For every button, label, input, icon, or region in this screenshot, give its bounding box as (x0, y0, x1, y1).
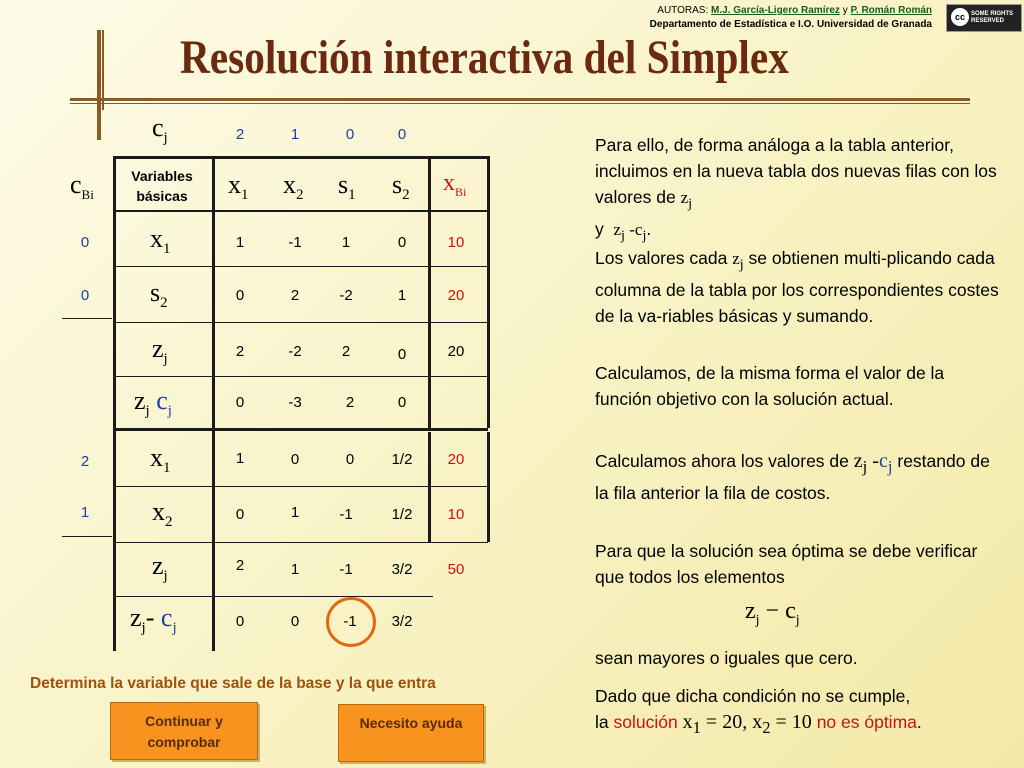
zj-cj-value: 0 (397, 394, 407, 411)
continue-button[interactable]: Continuar y comprobar (110, 702, 258, 760)
row-separator (115, 486, 488, 487)
table-right-border (487, 156, 490, 428)
row-separator (115, 322, 488, 323)
row-separator (115, 596, 433, 597)
table-cell: 0 (235, 506, 245, 523)
basic-var-s2: $s_2$ (150, 278, 168, 312)
explanation-paragraph-3: Calculamos, de la misma forma el valor de la función objetivo con la solución actual. (595, 363, 945, 409)
row-separator (115, 266, 488, 267)
explanation-paragraph-6: sean mayores o iguales que cero. (595, 648, 858, 668)
zj-cj-value-negative[interactable]: -1 (343, 613, 357, 630)
table-cell: 2 (290, 287, 300, 304)
basic-var-x1: $x_1$ (150, 443, 171, 477)
title-deco-vertical (97, 30, 101, 140)
explanation-paragraph-2: Los valores cada $z_j$ se obtienen multi-plicando cada columna de la tabla por los correspondientes costes de la va-riables básicas y sumando. (595, 248, 999, 327)
zj-row-label: $z_j$ (152, 334, 168, 368)
table-cell: 1/2 (391, 506, 413, 523)
authors-credit (650, 4, 932, 32)
zj-value: 2 (235, 343, 245, 360)
zj-cj-value: 0 (235, 613, 245, 630)
cj-value: 0 (345, 126, 355, 143)
zj-value: 0 (397, 346, 407, 363)
col-header-s1: $s_1$ (338, 170, 356, 204)
cj-label: $c_j$ (152, 113, 168, 147)
zj-cj-value: 0 (290, 613, 300, 630)
table-cell: 0 (345, 451, 355, 468)
cb-header: $c_{Bi}$ (70, 170, 94, 203)
row-separator (115, 376, 488, 377)
varcol-right-border (212, 156, 215, 651)
table-cell: 1 (341, 234, 351, 251)
col-header-xb: $x_{Bi}$ (443, 170, 467, 199)
explanation-paragraph-5: Para que la solución sea óptima se debe verificar que todos los elementos (595, 541, 978, 587)
xb-left-border (428, 156, 431, 428)
table-cell: -1 (288, 234, 302, 251)
explanation-paragraph-4: Calculamos ahora los valores de $z_j$ $-c_j$ restando de la fila anterior la fila de costos. (595, 450, 990, 503)
cc-logo-icon: cc (951, 8, 969, 26)
table-top-border (115, 156, 488, 159)
zj-cj-value: -3 (288, 394, 302, 411)
department-label: Departamento de Estadística e I.O. Universidad de Granada (649, 19, 932, 30)
license-text: SOME RIGHTS RESERVED (971, 11, 1014, 24)
block-separator (115, 428, 488, 431)
xb-value: 10 (447, 506, 465, 523)
authors-prefix: AUTORAS: (657, 5, 709, 16)
cj-value: 0 (397, 126, 407, 143)
author-link-1[interactable]: M.J. García-Ligero Ramírez (711, 5, 840, 16)
table-cell: 1/2 (391, 451, 413, 468)
zj-cj-value: 0 (235, 394, 245, 411)
basic-var-x2: $x_2$ (152, 497, 173, 531)
cb-separator (62, 536, 112, 537)
table-cell: 0 (397, 234, 407, 251)
cb-value: 1 (80, 504, 90, 521)
objective-value: 50 (447, 561, 465, 578)
zj-row-label: $z_j$ (152, 551, 168, 585)
table-cell: 1 (235, 234, 245, 251)
explanation-paragraph-1: Para ello, de forma análoga a la tabla anterior, incluimos en la nueva tabla dos nuevas filas con los valores de $z_j$ y $z_j$ $-c_j$. (595, 135, 997, 244)
cb-value: 0 (80, 234, 90, 251)
author-link-2[interactable]: P. Román Román (850, 5, 932, 16)
zj-value: 1 (290, 561, 300, 578)
table-cell: 0 (290, 451, 300, 468)
cb-value: 0 (80, 287, 90, 304)
zj-cj-value: 2 (345, 394, 355, 411)
xb-value: 20 (447, 287, 465, 304)
page-title: Resolución interactiva del Simplex (180, 31, 789, 84)
table-cell: -2 (339, 287, 353, 304)
help-button[interactable]: Necesito ayuda (338, 704, 484, 762)
cb-value: 2 (80, 453, 90, 470)
col-header-x2: $x_2$ (283, 170, 304, 204)
zj-value: -2 (288, 343, 302, 360)
title-deco-underline (70, 98, 970, 101)
basic-var-x1: $x_1$ (150, 224, 171, 258)
xb-value: 20 (447, 451, 465, 468)
table-right-border (487, 432, 490, 542)
table-cell: -1 (339, 506, 353, 523)
cb-separator (62, 318, 112, 319)
col-header-s2: $s_2$ (392, 170, 410, 204)
row-separator (115, 542, 488, 543)
zj-value: -1 (339, 561, 353, 578)
header-bottom-border (115, 210, 488, 212)
zj-value: 2 (341, 343, 351, 360)
table-cell: 0 (235, 287, 245, 304)
zj-value: 3/2 (391, 561, 413, 578)
variables-basicas-header: Variables básicas (131, 168, 193, 204)
cj-value: 1 (290, 126, 300, 143)
zj-cj-row-label: $z_j$ $c_j$ (134, 386, 172, 420)
zj-value: 2 (235, 557, 245, 574)
zj-cj-value: 3/2 (391, 613, 413, 630)
table-cell: 1 (290, 504, 300, 521)
cj-value: 2 (235, 126, 245, 143)
zj-cj-row-label: $z_j-$ $c_j$ (130, 603, 177, 637)
instruction-text: Determina la variable que sale de la base y la que entra (30, 675, 436, 692)
col-header-x1: $x_1$ (228, 170, 249, 204)
zj-minus-cj-formula: $z_j - c_j$ (745, 598, 800, 628)
license-badge[interactable] (946, 4, 1022, 32)
table-left-border (113, 156, 116, 651)
xb-left-border (428, 432, 431, 542)
xb-value: 10 (447, 234, 465, 251)
table-cell: 1 (235, 450, 245, 467)
authors-and: y (842, 5, 848, 16)
table-cell: 1 (397, 287, 407, 304)
objective-value: 20 (447, 343, 465, 360)
title-deco-underline-thin (70, 103, 970, 104)
explanation-paragraph-7: Dado que dicha condición no se cumple, la solución $x_1 = 20$, $x_2 = 10$ no es óptima. (595, 686, 922, 737)
